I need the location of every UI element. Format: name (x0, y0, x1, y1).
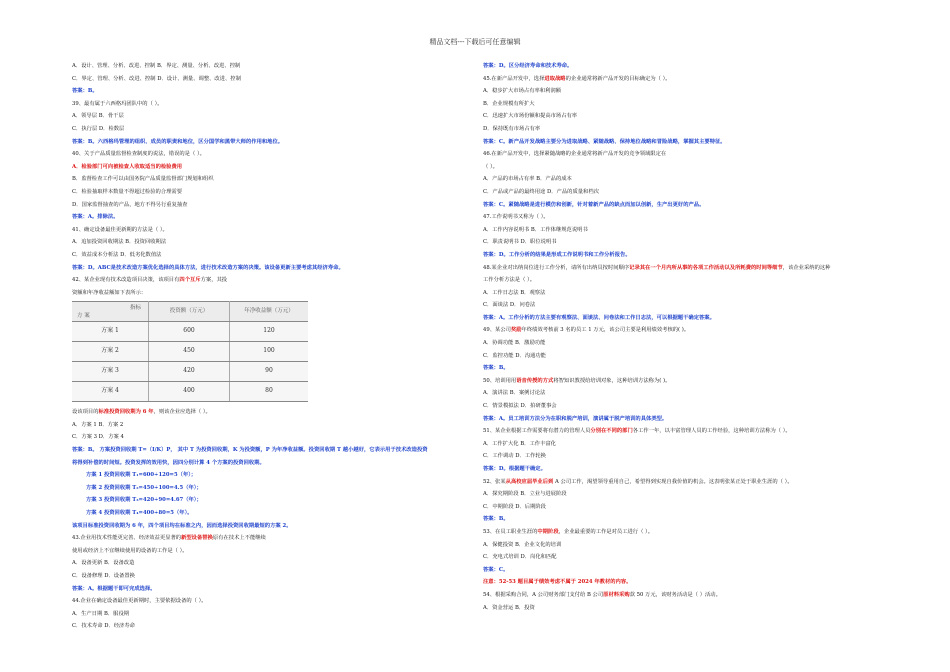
highlight-text: 语音传授的方式 (516, 377, 554, 384)
answer-line: 答案：D。根据题干确定。 (483, 466, 546, 472)
answer-line: 答案：D。ABC是技术改造方案优化选择的具体方法，进行技术改造方案的决策。该设备更新主要考虑其经济寿命。 (72, 264, 344, 271)
answer-line: 答案：C。紧随战略是进行模仿和创新，针对着新产品的缺点而加以创新，生产出更好的产品。 (483, 201, 705, 208)
left-lines (72, 60, 482, 299)
text-line: C．监控功能 D．沟通功能 (483, 352, 546, 359)
text-line: A．资金营运 B．投资 (483, 604, 535, 611)
text-line: C．执行层 D．检数层 (72, 125, 125, 132)
text-line: 使用或经济上不宜继续使用的设备的工作是（ ）。 (72, 547, 188, 554)
text-line: C．效益成本分析法 D．低劣化数值法 (72, 251, 162, 258)
text-line: 47.工作说明书又称为（ ）。 (483, 214, 549, 221)
answer-line: 答案：B。 (483, 516, 509, 523)
left-lines-2 (72, 406, 482, 633)
text-line: D．保持既有市场占有率 (483, 125, 541, 132)
answer-line: 答案：B。六西格玛管理的组织、成员的职责和地位，区分国学和黑带大师的作用和地位。 (72, 138, 284, 145)
table-row (72, 382, 308, 402)
answer-line: 答案：C。 (483, 566, 509, 573)
text-line: 39、最有属于六西格玛团队中的（ ）。 (72, 100, 163, 107)
text-line: 53、在员工职业生涯的中期阶段，企业最重要的工作是对员工进行（ ）。 (483, 528, 654, 535)
answer-line: 答案：A。员工培训方法分为在职和脱产培训，演讲属于脱产培训的具体类型。 (483, 415, 668, 422)
answer-line: 答案：D。工作分析的结果是形成工作说明书和工作分析报告。 (483, 251, 631, 258)
scheme-name: 方案 1 (72, 322, 149, 342)
text-line: A．协调功能 B．激励功能 (483, 340, 546, 347)
highlight-text: 原材料采购 (603, 591, 630, 598)
text-line: C．面谈法 D．问卷法 (483, 302, 536, 309)
table-row (72, 362, 308, 382)
net-gain-cell: 100 (230, 342, 309, 362)
text-line: A．工作内容说明书 B．工作体继规范说明书 (483, 226, 588, 233)
text-line: C．迅速扩大市场份额和提高市场占有率 (483, 113, 578, 120)
highlight-text: 记录其在一个月内所从事的各项工作活动以及所耗费的时间等细节 (629, 264, 783, 271)
text-line: 45.在新产品开发中，选择进取战略的企业通常将新产品开发的目标确定为（ ）。 (483, 75, 671, 82)
corner-top-label: 指标 (129, 304, 141, 311)
scheme-name: 方案 2 (72, 342, 149, 362)
highlight-text: 四个互斥 (179, 277, 201, 284)
text-line: 41、确定设备最佳更新期的方法是（ ）。 (72, 226, 168, 233)
highlight-text: 奖励 (510, 327, 522, 334)
investment-cell: 400 (149, 382, 230, 402)
text-line: 工作分析方法是（ ）。 (483, 277, 536, 284)
investment-cell: 600 (149, 322, 230, 342)
text-line: 46.在新产品开发中，选择紧随战略的企业通常将新产品开发的竞争领域限定在 (483, 151, 667, 158)
scheme-name: 方案 3 (72, 362, 149, 382)
investment-table (72, 301, 308, 402)
text-line: C．情景模拟法 D．拍研董事会 (483, 403, 557, 410)
table-body (72, 322, 308, 402)
table-row (72, 342, 308, 362)
corner-bottom-label: 方 案 (77, 312, 90, 319)
highlight-text: 分别在不同的部门 (590, 428, 633, 435)
page-header: 精品文档---下载后可任意编辑 (429, 38, 521, 46)
text-line: A．工作扩大化 B．工作丰富化 (483, 440, 556, 447)
investment-cell: 450 (149, 342, 230, 362)
highlight-text: 进取战略 (544, 75, 566, 82)
text-line: A．设计、管理、分析、改进、控制 B．界定、测量、分析、改进、控制 (72, 63, 241, 69)
text-line: 40、关于产品质量监督检查制度的说法，错误的是（ ）。 (72, 151, 205, 158)
text-line: 资额和年净收益额如下表所示： (72, 289, 147, 296)
text-line: C．界定、管理、分析、改进、控制 D．设计、测量、调整、改进、控制 (72, 75, 241, 82)
text-line: 设该项目的标准投资回收期为 6 年，则该企业应选择（ ）。 (72, 409, 211, 416)
text-line: D．国家监督抽查的产品，地方不得另行重复抽查 (72, 201, 188, 208)
right-column (483, 60, 893, 614)
table-corner (72, 302, 149, 322)
text-line: 50、培训用用语音传授的方式将智知识教授给培训对象，这种培训方法称为( )。 (483, 377, 671, 384)
scheme-name: 方案 4 (72, 382, 149, 402)
text-line: C．技术寿命 D．经济寿命 (72, 623, 135, 630)
answer-line: 方案 4 投资回收期 T₄=400÷80=5（年）。 (86, 510, 193, 517)
text-line: 54、根据采购合同，A 公司财务部门支付给 B 公司原材料采购款 50 万元，该财务活动是（ ）活动。 (483, 591, 721, 598)
answer-line: 答案：B。 (72, 88, 98, 95)
table-row (72, 322, 308, 342)
text-line: A．稳步扩大市场占有率和利润额 (483, 88, 561, 95)
text-line: A．设备更新 B．设备改造 (72, 560, 135, 567)
text-line: A．演讲法 B．案例讨论法 (483, 390, 546, 397)
highlight-text: 新型设备替换 (181, 535, 213, 542)
right-lines (483, 60, 893, 614)
answer-line: 方案 1 投资回收期 T₁=600÷120=5（年）； (86, 472, 197, 479)
highlight-text: 中期阶段 (537, 528, 559, 535)
text-line: 44.企业在确定设备最佳更新期时，主要依据设备的（ ）。 (72, 598, 207, 605)
answer-line: 答案：B。 方案投资回收期 T=（I/K）P， 其中 T 为投资回收期，K 为投资额，P 为年净收益额。投资回收期 T 越小越好，它表示用于技术改造投资 (72, 447, 428, 454)
answer-line: 方案 2 投资回收期 T₂=450÷100=4.5（年）； (86, 484, 202, 491)
answer-line: 该项目标准投资回收期为 6 年，四个项目均在标准之内，因而选择投资回收期最短的方案 2。 (72, 522, 292, 529)
answer-line: 答案：A。根据题干即可完成选择。 (72, 585, 156, 592)
text-line: C．方案 3 D．方案 4 (72, 434, 124, 441)
highlight-text: 标准投资回收期为 6 年 (98, 409, 154, 416)
text-line: 42、某企业现有技术改造项目决策，该项目有四个互斥方案，其投 (72, 277, 228, 284)
investment-cell: 420 (149, 362, 230, 382)
answer-line: 答案：A。工作分析的方法主要有观察法、面谈法、问卷法和工作日志法，可以根据题干确定答案。 (483, 314, 715, 321)
text-line: B．企业规模有所扩大 (483, 100, 535, 107)
text-line: C．工作调动 D．工作轮换 (483, 453, 546, 460)
text-line: C．设备修理 D．设备置换 (72, 573, 135, 579)
answer-line: 答案：A。排除法。 (72, 214, 119, 221)
text-line: 48.某企业对出纳岗位进行工作分析，请所有出纳员按时间顺序记录其在一个月内所从事的各项工作活动以及所耗费的时间等细节，该企业采纳的这种 (483, 264, 831, 271)
answer-line: 方案 3 投资回收期 T₃=420÷90=4.67（年）； (86, 497, 202, 504)
col-header-invest: 投资额（万元） (149, 302, 230, 322)
text-line: A．追加投资回收期法 B．投资回收期法 (72, 239, 167, 246)
text-line: A．工作日志法 B．观察法 (483, 289, 546, 296)
text-line: C．检验抽取样本数量不得超过检验的合理需要 (72, 188, 182, 195)
text-line: A．产品的市场占有率 B．产品的成本 (483, 176, 572, 183)
text-line: A．领导层 B．骨干层 (72, 113, 124, 120)
answer-line: 答案：D。区分经济寿命和技术寿命。 (483, 63, 573, 69)
net-gain-cell: 80 (230, 382, 309, 402)
net-gain-cell: 90 (230, 362, 309, 382)
text-line: 注意：52-53 题目属于绩效考虑不属于 2024 年教材的内容。 (483, 579, 632, 586)
answer-line: 将得到补偿的时间短。投资发挥的效用快，因四分别计算 4 个方案的投资回收期。 (72, 459, 265, 466)
text-line: A．保健投资 B．企业文化的培训 (483, 541, 562, 548)
text-line: A．方案 1 B．方案 2 (72, 421, 124, 428)
left-column (72, 60, 482, 633)
text-line: C．充电式培训 D．岗化和匹配 (483, 554, 557, 561)
text-line: A．检验部门可向被检查人收取适当的检验费用 (72, 163, 183, 170)
text-line: C．中期阶段 D．后期阶段 (483, 503, 546, 510)
table-header-row (72, 302, 308, 322)
text-line: 51、某企业根据工作需要将有潜力的管理人员分别在不同的部门各工作一年，以丰富管理人员的工作经验，这种培训方法称为（ ）。 (483, 428, 791, 435)
text-line: 43.企业用技术性能更完善、经济效益更显著的新型设备替换原有在技术上不能继续 (72, 535, 266, 542)
text-line: A．生产日期 B．服役期 (72, 610, 130, 617)
text-line: 52、张某从高校应届毕业后到 A 公司工作，渴望领导重用自己，希望得到实现自我价值的机会。这表明张某正处于职业生涯的（ ）。 (483, 478, 793, 485)
text-line: B．监督检查工作可以由国务院产品质量监督部门规划和组织 (72, 176, 214, 183)
text-line: C．产品或产品的最终用途 D．产品的质量和档次 (483, 188, 599, 195)
highlight-text: 从高校应届毕业后到 (505, 478, 554, 485)
net-gain-cell: 120 (230, 322, 309, 342)
col-header-gain: 年净收益额（万元） (230, 302, 309, 322)
answer-line: 答案：B。 (483, 365, 509, 372)
text-line: A．探究期阶段 B．立业与进展阶段 (483, 491, 567, 498)
text-line: （ ）。 (483, 163, 498, 170)
answer-line: 答案：C。新产品开发战略主要分为进取战略、紧随战略、保持地位战略和冒险战略，掌握其主要特征。 (483, 138, 726, 145)
text-line: C．职责说明书 D．职位说明书 (483, 239, 557, 246)
text-line: 49、某公司奖励年终绩效考核前 3 名的员工 1 万元，该公司主要是利用绩效考核的( )。 (483, 327, 690, 334)
